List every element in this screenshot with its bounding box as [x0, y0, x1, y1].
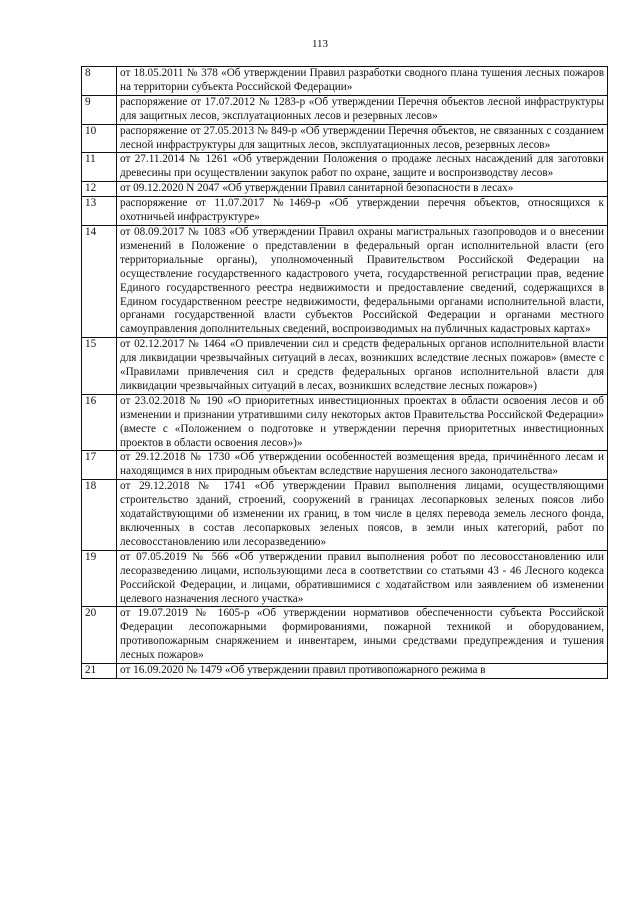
row-text: от 23.02.2018 № 190 «О приоритетных инвестиционных проектах в области освоения лесов и об изменении и признании утратившими силу некоторых актов Правительства Российской Федерации» (вместе с «Положением о подготовке и утверждении перечня приоритетных инвестиционных проектов в области освоения лесов»)» [117, 394, 608, 451]
row-text: распоряжение от 27.05.2013 № 849-р «Об утверждении Перечня объектов, не связанных с созданием лесной инфраструктуры для защитных лесов, эксплуатационных лесов, резервных лесов» [117, 124, 608, 153]
table-row [82, 394, 608, 451]
row-text: от 02.12.2017 № 1464 «О привлечении сил и средств федеральных органов исполнительной власти для ликвидации чрезвычайных ситуаций в лесах, возникших вследствие лесных пожаров» (вместе с «Правилами привлечения сил и средств федеральных органов исполнительной власти для ликвидации чрезвычайных ситуаций в лесах, возникших вследствие лесных пожаров») [117, 338, 608, 395]
table-body [82, 67, 608, 679]
table-row [82, 607, 608, 664]
table-row [82, 451, 608, 480]
row-number: 20 [82, 607, 117, 664]
regulations-table [81, 66, 608, 679]
row-text: от 27.11.2014 № 1261 «Об утверждении Положения о продаже лесных насаждений для заготовки древесины при осуществлении закупок работ по охране, защите и воспроизводству лесов» [117, 153, 608, 182]
row-text: от 16.09.2020 № 1479 «Об утверждении правил противопожарного режима в [117, 664, 608, 679]
row-number: 17 [82, 451, 117, 480]
page-number: 113 [311, 38, 329, 50]
row-text: от 19.07.2019 № 1605-р «Об утверждении нормативов обеспеченности субъекта Российской Федерации лесопожарными формированиями, пожарной техникой и оборудованием, противопожарным снаряжением и инвентарем, иными средствами предупреждения и тушения лесных пожаров» [117, 607, 608, 664]
row-text: от 29.12.2018 № 1741 «Об утверждении Правил выполнения лицами, осуществляющими строительство зданий, строений, сооружений в границах лесопарковых зеленых поясов либо ходатайствующими об изменении их границ, в том числе в целях перевода земель лесного фонда, включенных в состав лесопарковых зеленых поясов, в земли иных категорий, работ по лесовосстановлению или лесоразведению» [117, 480, 608, 551]
table-row [82, 124, 608, 153]
table-row [82, 153, 608, 182]
table-row [82, 225, 608, 337]
row-text: от 08.09.2017 № 1083 «Об утверждении Правил охраны магистральных газопроводов и о внесении изменений в Положение о представлении в федеральный орган исполнительной власти (его территориальные органы), уполномоченный Правительством Российской Федерации на осуществление государственного кадастрового учета, государственной регистрации прав, ведение Единого государственного реестра недвижимости и предоставление сведений, содержащихся в Едином государственном реестре недвижимости, федеральными органами исполнительной власти, органами государственной власти субъектов Российской Федерации и органами местного самоуправления дополнительных сведений, воспроизводимых на публичных кадастровых картах» [117, 225, 608, 337]
row-number: 8 [82, 67, 117, 96]
row-text: распоряжение от 17.07.2012 № 1283-р «Об утверждении Перечня объектов лесной инфраструктуры для защитных лесов, эксплуатационных лесов и резервных лесов» [117, 95, 608, 124]
row-text: от 18.05.2011 № 378 «Об утверждении Правил разработки сводного плана тушения лесных пожаров на территории субъекта Российской Федерации» [117, 67, 608, 96]
row-number: 19 [82, 550, 117, 607]
row-number: 18 [82, 480, 117, 551]
row-number: 10 [82, 124, 117, 153]
row-text: от 07.05.2019 № 566 «Об утверждении правил выполнения робот по лесовосстановлению или лесоразведению лицами, использующими леса в соответствии со статьями 43 - 46 Лесного кодекса Российской Федерации, и лицами, обратившимися с ходатайством или заявлением об изменении целевого назначения лесного участка» [117, 550, 608, 607]
table-row [82, 182, 608, 197]
table-row [82, 95, 608, 124]
row-number: 16 [82, 394, 117, 451]
table-row [82, 67, 608, 96]
table-row [82, 664, 608, 679]
row-number: 13 [82, 197, 117, 226]
row-text: от 09.12.2020 N 2047 «Об утверждении Правил санитарной безопасности в лесах» [117, 182, 608, 197]
row-number: 14 [82, 225, 117, 337]
row-text: распоряжение от 11.07.2017 №1469-р «Об утверждении перечня объектов, относящихся к охотничьей инфраструктуре» [117, 197, 608, 226]
row-number: 9 [82, 95, 117, 124]
row-number: 11 [82, 153, 117, 182]
table-row [82, 197, 608, 226]
row-number: 15 [82, 338, 117, 395]
row-number: 21 [82, 664, 117, 679]
table-row [82, 550, 608, 607]
table-row [82, 338, 608, 395]
row-text: от 29.12.2018 № 1730 «Об утверждении особенностей возмещения вреда, причинённого лесам и находящимся в них природным объектам вследствие нарушения лесного законодательства» [117, 451, 608, 480]
row-number: 12 [82, 182, 117, 197]
table-row [82, 480, 608, 551]
